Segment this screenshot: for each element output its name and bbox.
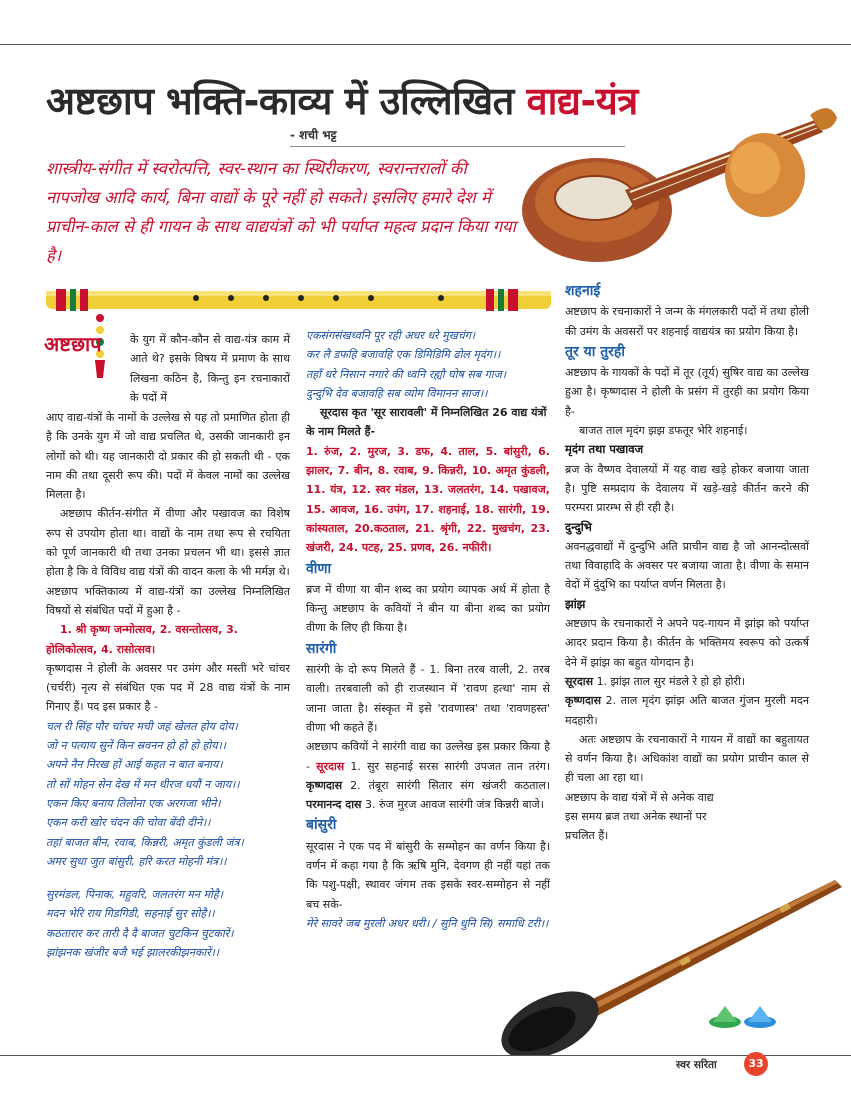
shehnai-heading: शहनाई	[565, 283, 601, 299]
verse-line: चल री सिंह पौर चांचर मची जहं खेलत होय दोय।	[46, 719, 238, 733]
column-2	[306, 326, 550, 933]
verse-line: एकन करी खोर चंदन की चोवा बेंदी दीने।।	[46, 816, 211, 830]
poet-name: कृष्णदास	[306, 778, 343, 792]
veena-text: ब्रज में वीणा या बीन शब्द का प्रयोग व्यापक अर्थ में होता है किन्तु अष्टछाप के कवियों ने बीन या बीना शब्द का प्रयोग वीणा के लिए ही किया है।	[306, 582, 550, 635]
dundubhi-heading: दुन्दुभि	[565, 519, 592, 534]
verse-line: जो न पत्याय सुनें किन स्रवनन हो हो हो होय।।	[46, 739, 226, 753]
quote: 2. तंबूरा सारंगी सितार संग खंजरी कठताल।	[350, 778, 550, 792]
verse-line: कठतारार कर तारी दै दै बाजत चुटकिन चुटकारें।	[46, 926, 234, 940]
footer-rule	[0, 1055, 851, 1056]
col1-para-1: आए वाद्य-यंत्रों के नामों के उल्लेख से यह तो प्रमाणित होता ही है कि उनके युग में जो वाद्य प्रचलित थे, उसकी जानकारी इन लोगों को थी। यह जानकारी दो प्रकार की हो सकती थी - एक नाम की तथा दूसरी रूप की। पदों में केवल नामों का उल्लेख मिलता है।	[46, 411, 290, 502]
shehnai-image	[480, 875, 850, 1055]
tur-heading: तूर या तुरही	[565, 343, 625, 360]
jhanjh-surdas	[565, 672, 809, 691]
flute-image	[46, 283, 556, 317]
title-main: अष्टछाप भक्ति-काव्य में उल्लिखित	[46, 79, 514, 123]
conclusion-2: अष्टछाप के वाद्य यंत्रों में से अनेक वाद्य इस समय ब्रज तथा अनेक स्थानों पर प्रचलित हैं।	[565, 790, 714, 843]
col1-verse-1	[46, 717, 290, 871]
quote: 1. सुर सहनाई सरस सारंगी उपजत तान तरंग।	[350, 759, 550, 773]
quote: 1. झांझ ताल सुर मंडले रे हो हो होरी।	[596, 674, 746, 688]
column-1-top	[130, 330, 290, 407]
verse-line: सुरमंडल, पिनाक, महुवरि, जलतरंग मन मोहै।	[46, 888, 223, 902]
col1-topics: 1. श्री कृष्ण जन्मोत्सव, 2. वसन्तोत्सव, 3. होलिकोत्सव, 4. रासोत्सव।	[46, 623, 238, 656]
dundubhi-text: अवनद्धवाद्यों में दुन्दुभि अति प्राचीन वाद्य है जो आनन्दोत्सवों तथा विवाहादि के अवसर पर बजाया जाता है। वीणा के समान वेदों में दुंदुभि का पर्याप्त वर्णन मिलता है।	[565, 539, 809, 592]
jhanjh-heading: झांझ	[565, 596, 586, 611]
col1-para-4: कृष्णदास ने होली के अवसर पर उमंग और मस्ती भरे चांचर (चर्चरी) नृत्य से संबंधित एक पद में 28 वाद्य यंत्रों के नाम गिनाए हैं। पद इस प्रकार है -	[46, 661, 290, 714]
bansuri-heading: बांसुरी	[306, 817, 337, 834]
col1-para-2: अष्टछाप कीर्तन-संगीत में वीणा और पखावज का विशेष रूप से उपयोग होता था। वाद्यों के नाम तथा रूप से रचयिता को पूर्ण जानकारी थी तथा उनका प्रचलन भी था। इससे ज्ञात होता है कि वे विविध वाद्य यंत्रों की वादन कला के भी मर्मज्ञ थे।	[46, 507, 290, 579]
verse-line: कर लै डफहि बजावहि एक डिमिडिमि ढोल मृदंग।।	[306, 348, 501, 362]
color-powder-image	[705, 1000, 785, 1030]
verse-line: एकन किए बनाय तिलोना एक अरगजा भीने।	[46, 796, 221, 810]
col1-para-3: अष्टछाप भक्तिकाव्य में वाद्य-यंत्रों का उल्लेख निम्नलिखित विषयों से संबंधित पदों में हुआ है -	[46, 584, 290, 617]
bansuri-text: सूरदास ने एक पद में बांसुरी के सम्मोहन का वर्णन किया है। वर्णन में कहा गया है कि ऋषि मुनि, देवगण ही नहीं यहां तक कि पशु-पक्षी, स्थावर जंगम तक इसके स्वर-सम्मोहन से नहीं बच सके-	[306, 839, 550, 911]
sarangi-text-1: सारंगी के दो रूप मिलते हैं - 1. बिना तरब वाली, 2. तरब वाली। तरबवाली को ही राजस्थान में 'रावण हत्था' नाम से जाना जाता है। संस्कृत में इसे 'रावणास्त्र' तथा 'रावणहस्त' वीणा भी कहते हैं।	[306, 663, 550, 734]
poet-name: सूरदास	[565, 674, 594, 688]
mridang-text: ब्रज के वैष्णव देवालयों में यह वाद्य खड़े होकर बजाया जाता है। पुष्टि सम्प्रदाय के देवालय में खड़े-खड़े कीर्तन करने की परम्परा प्रारम्भ से ही रही है।	[565, 462, 809, 515]
author-byline: - शची भट्ट	[290, 128, 337, 142]
verse-line: तहाँ धरे निसान नगारे की ध्वनि रह्यौ घोष सब गाज।	[306, 367, 506, 381]
quote: 3. रुंज मुरज आवज सारंगी जंत्र किन्नरी बाजे।	[364, 798, 544, 812]
page-number: 33	[744, 1052, 768, 1076]
verse-line: एकसंगसंखध्वनि पूर रही अधर धरे मुखचंग।	[306, 329, 476, 342]
title-highlight: वाद्य-यंत्र	[526, 79, 638, 123]
poet-name: परमानन्द दास	[306, 798, 362, 812]
verse-line: तहां बाजत बीन, रवाब, किन्नरी, अमृत कुंडली जंत्र।	[46, 835, 244, 849]
top-rule	[0, 44, 851, 45]
quote: 2. ताल मृदंग झांझ अति बाजत गुंजन मुरली मदन मदहारी।	[565, 694, 809, 727]
column-3	[565, 280, 809, 846]
poet-name: कृष्णदास	[565, 694, 602, 708]
mridang-heading: मृदंग तथा पखावज	[565, 442, 644, 457]
verse-line: अपने नैन निरख हों आई कहत न बात बनाय।	[46, 758, 223, 772]
col1-verse-2	[46, 885, 290, 962]
surdas-intro: सूरदास कृत 'सूर सारावली' में निम्नलिखित 26 वाद्य यंत्रों के नाम मिलते हैं-	[306, 406, 547, 439]
sarangi-lead: अष्टछाप कवियों ने सारंगी वाद्य का उल्लेख इस प्रकार किया है -	[306, 740, 550, 773]
instrument-list: 1. रुंज, 2. मुरज, 3. डफ, 4. ताल, 5. बांसुरी, 6. झालर, 7. बीन, 8. रवाब, 9. किन्नरी, 10. अमृत कुंडली, 11. यंत्र, 12. स्वर मंडल, 13. जलतरंग, 14. पखावज, 15. आवज, 16. उपंग, 17. शहनाई, 18. सारंगी, 19. कांस्यताल, 20.कठताल, 21. श्रृंगी, 22. मुखचंग, 23. खंजरी, 24. पटह, 25. प्रणव, 26. नफीरी।	[306, 444, 550, 555]
dropcap: अष्टछाप	[44, 332, 102, 356]
col2-verse	[306, 326, 550, 403]
column-1	[46, 408, 290, 962]
shehnai-text: अष्टछाप के रचनाकारों ने जन्म के मंगलकारी पदों में तथा होली की उमंग के अवसरों पर शहनाई वाद्ययंत्र का प्रयोग किया है।	[565, 305, 809, 338]
bansuri-verse: मेरे सावरे जब मुरली अधर धरी। / सुनि धुनि सि) समाधि टरी।।	[306, 916, 549, 930]
verse-line: दुन्दुभि देव बजावहि सब व्योम विमानन साज।।	[306, 386, 488, 400]
conclusion-1: अतः अष्टछाप के रचनाकारों ने गायन में वाद्यों का बहुतायत से वर्णन किया है। अधिकांश वाद्यों का प्रयोग प्राचीन काल से ही चला आ रहा था।	[565, 732, 809, 785]
verse-line: मदन भेरि राय गिडगिडी, सहनाई सुर सोहै।।	[46, 907, 215, 921]
tur-line: बाजत ताल मृदंग झझ डफतूर भेरि शहनाई।	[579, 424, 748, 438]
sarangi-text-2	[306, 737, 550, 814]
verse-line: झांझनक खंजीर बजै भई झालरकीझनकारें।।	[46, 946, 220, 960]
jhanjh-krishna	[565, 691, 809, 730]
sarangi-heading: सारंगी	[306, 640, 337, 657]
veena-heading: वीणा	[306, 560, 332, 577]
poet-name: सूरदास	[316, 759, 345, 773]
veena-image	[515, 100, 845, 270]
intro-paragraph: शास्त्रीय-संगीत में स्वरोत्पत्ति, स्वर-स्थान का स्थिरीकरण, स्वरान्तरालों की नापजोख आदि कार्य, बिना वाद्यों के पूरे नहीं हो सकते। इसलिए हमारे देश में प्राचीन-काल से ही गायन के साथ वाद्ययंत्रों को भी पर्याप्त महत्व प्रदान किया गया है।	[46, 159, 516, 265]
tur-text: अष्टछाप के गायकों के पदों में तूर (तूर्य) सुषिर वाद्य का उल्लेख हुआ है। कृष्णदास ने होली के प्रसंग में तुरही का प्रयोग किया है-	[565, 366, 809, 418]
verse-line: तो सों मोहन सेन देख में मन धीरज धयौं न जाय।।	[46, 777, 240, 791]
jhanjh-text: अष्टछाप के रचनाकारों ने अपने पद-गायन में झांझ को पर्याप्त आदर प्रदान किया है। कीर्तन के भक्तिमय स्वरूप को उत्कर्ष देने में झांझ का बहुत योगदान है।	[565, 617, 809, 669]
magazine-name: स्वर सरिता	[676, 1059, 717, 1071]
verse-line: अमर सुधा जुत बांसुरी, हरि करत मोहनी मंत्र।।	[46, 854, 227, 868]
col1-intro-text: के युग में कौन-कौन से वाद्य-यंत्र काम में आते थे? इसके विषय में प्रमाण के साथ लिखना कठिन है, किन्तु इन रचनाकारों के पदों में	[130, 333, 290, 404]
